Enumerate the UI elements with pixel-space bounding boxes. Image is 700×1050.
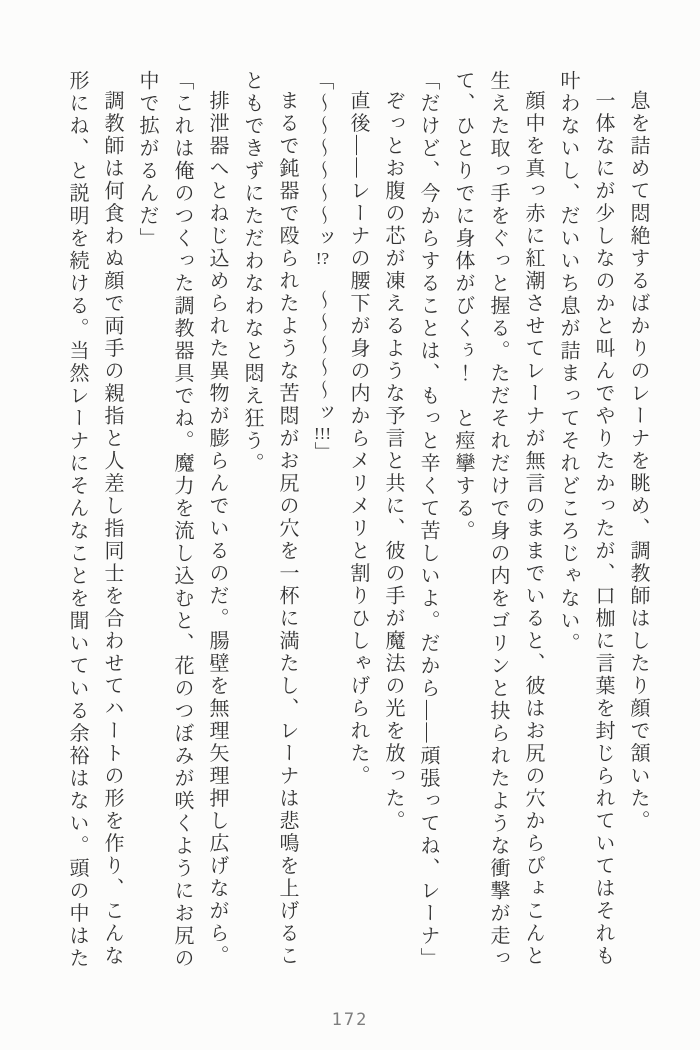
paragraph: 排泄器へとねじ込められた異物が膨らんでいるのだ。腸壁を無理矢理押し広げながら。 — [206, 90, 228, 968]
tatechuyoko-text: !? — [315, 250, 330, 267]
paragraph: 顔中を真っ赤に紅潮させてレーナが無言のままでいると、彼はお尻の穴からぴょこんと生えた取っ手をぐっと握る。ただそれだけで身の内をゴリンと抉られたような衝撃が走って、ひとりでに身体がびくぅ！ と痙攣する。 — [452, 70, 544, 970]
body-text — [55, 70, 655, 972]
paragraph: 「これは俺のつくった調教器具でね。魔力を流し込むと、花のつぼみが咲くようにお尻の中で拡がるんだ」 — [136, 70, 193, 970]
paragraph: 息を詰めて悶絶するばかりのレーナを眺め、調教師はしたり顔で頷いた。 — [627, 90, 649, 833]
paragraph: 調教師は何食わぬ顔で両手の親指と人差し指同士を合わせてハートの形を作り、こんな形にね、と説明を続ける。当然レーナにそんなことを聞いている余裕はない。頭の中はた — [66, 70, 123, 970]
tatechuyoko-text: !!! — [314, 424, 331, 442]
paragraph: 「〜〜〜〜〜〜ッ!? 〜〜〜〜〜ッ!!!」 — [311, 70, 333, 464]
paragraph: 直後――レーナの腰下が身の内からメリメリと割りひしゃげられた。 — [347, 90, 369, 788]
paragraph: ぞっとお腹の芯が凍えるような予言と共に、彼の手が魔法の光を放った。 — [382, 90, 404, 833]
paragraph: 一体なにが少しなのかと叫んでやりたかったが、口枷に言葉を封じられていてはそれも叶わないし、だいいち息が詰まってそれどころじゃない。 — [557, 70, 614, 968]
page-number: 172 — [331, 1010, 369, 1030]
paragraph: まるで鈍器で殴られたような苦悶がお尻の穴を一杯に満たし、レーナは悲鳴を上げることもできずにただわなわなと悶え狂う。 — [241, 70, 298, 968]
paragraph: 「だけど、今からすることは、もっと辛くて苦しいよ。だから――頑張ってね、レーナ」 — [417, 70, 439, 970]
